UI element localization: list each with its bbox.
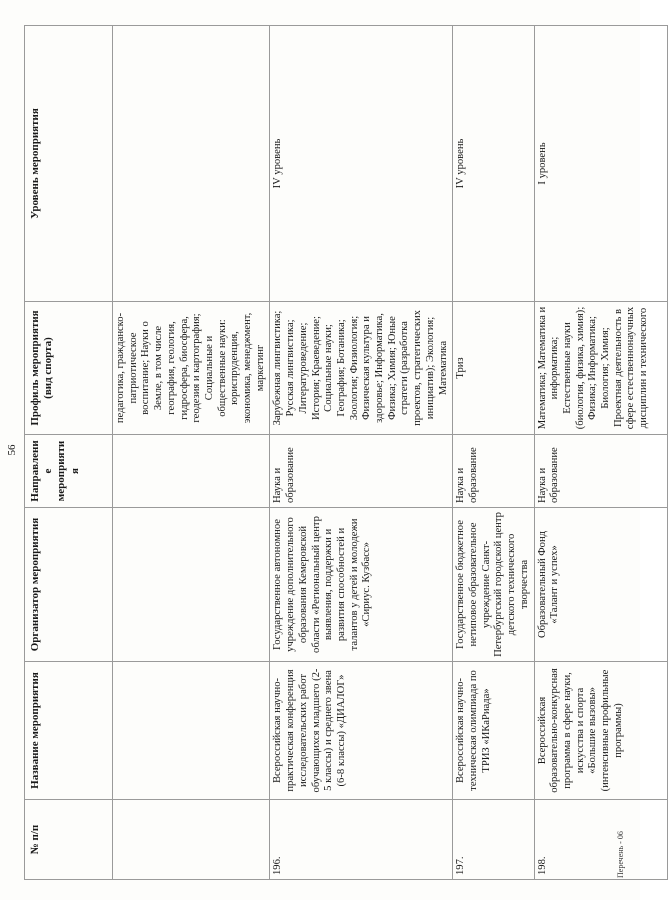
page-number: 56 — [6, 444, 18, 456]
cell-level — [113, 26, 270, 302]
cell-profile: Триз — [453, 302, 534, 435]
cell-no: 198. — [534, 800, 667, 880]
header-profile: Профиль мероприятия (вид спорта) — [25, 302, 113, 435]
header-level: Уровень мероприятия — [25, 26, 113, 302]
cell-name — [113, 662, 270, 800]
cell-direction: Наука и образование — [453, 435, 534, 508]
table-row — [534, 26, 667, 880]
events-table — [24, 25, 668, 880]
cell-level: IV уровень — [453, 26, 534, 302]
cell-organizer: Образовательный Фонд «Талант и успех» — [534, 508, 667, 662]
cell-organizer: Государственное автономное учреждение дополнительного образования Кемеровской области «Региональный центр выявления, поддержки и развития способностей и талантов у детей и молодежи «Сириус. Кузбасс» — [270, 508, 453, 662]
header-name: Название мероприятия — [25, 662, 113, 800]
header-direction: Направление мероприятия — [25, 435, 113, 508]
table-row — [453, 26, 534, 880]
cell-organizer: Государственное бюджетное нетиповое образовательное учреждение Санкт-Петербургский городской центр детского технического творчества — [453, 508, 534, 662]
header-no: № п/п — [25, 800, 113, 880]
cell-no: 196. — [270, 800, 453, 880]
table-row — [270, 26, 453, 880]
cell-profile: педагогика, гражданско-патриотическое воспитание; Науки о Земле, в том числе география, геология, гидросфера, биосфера, геодезия и картография; Социальные и общественные науки: юриспруденция, экономика, менеджмент, маркетинг — [113, 302, 270, 435]
footer-note: Перечень - 06 — [616, 831, 625, 878]
cell-name: Всероссийская научно-техническая олимпиада по ТРИЗ «ИКаРиада» — [453, 662, 534, 800]
table-row — [113, 26, 270, 880]
cell-direction: Наука и образование — [270, 435, 453, 508]
cell-direction: Наука и образование — [534, 435, 667, 508]
cell-no: 197. — [453, 800, 534, 880]
header-organizer: Организатор мероприятия — [25, 508, 113, 662]
cell-level: IV уровень — [270, 26, 453, 302]
cell-profile: Зарубежная лингвистика; Русская лингвистика; Литературоведение; История; Краеведение; Социальные науки; География; Ботаника; Зоология; Физиология; Физическая культура и здоровье; Информатика, Физика; Химия; Юные стратеги (разработка проектов, стратегических инициатив); Экология; Математика — [270, 302, 453, 435]
cell-organizer — [113, 508, 270, 662]
cell-level: I уровень — [534, 26, 667, 302]
cell-profile: Математика; Математика и информатика; Естественные науки (биология, физика, химия); Физика; Информатика; Биология; Химия; Проектная деятельность в сфере естественнонаучных дисциплин и технического — [534, 302, 667, 435]
cell-no — [113, 800, 270, 880]
cell-name: Всероссийская научно-практическая конференция исследовательских работ обучающихся младшего (2-5 классы) и среднего звена (6-8 классы) «ДИАЛОГ» — [270, 662, 453, 800]
cell-name: Всероссийская образовательно-конкурсная программа в сфере науки, искусства и спорта «Большие вызовы» (интенсивные профильные программы) — [534, 662, 667, 800]
table-header-row — [25, 26, 113, 880]
cell-direction — [113, 435, 270, 508]
